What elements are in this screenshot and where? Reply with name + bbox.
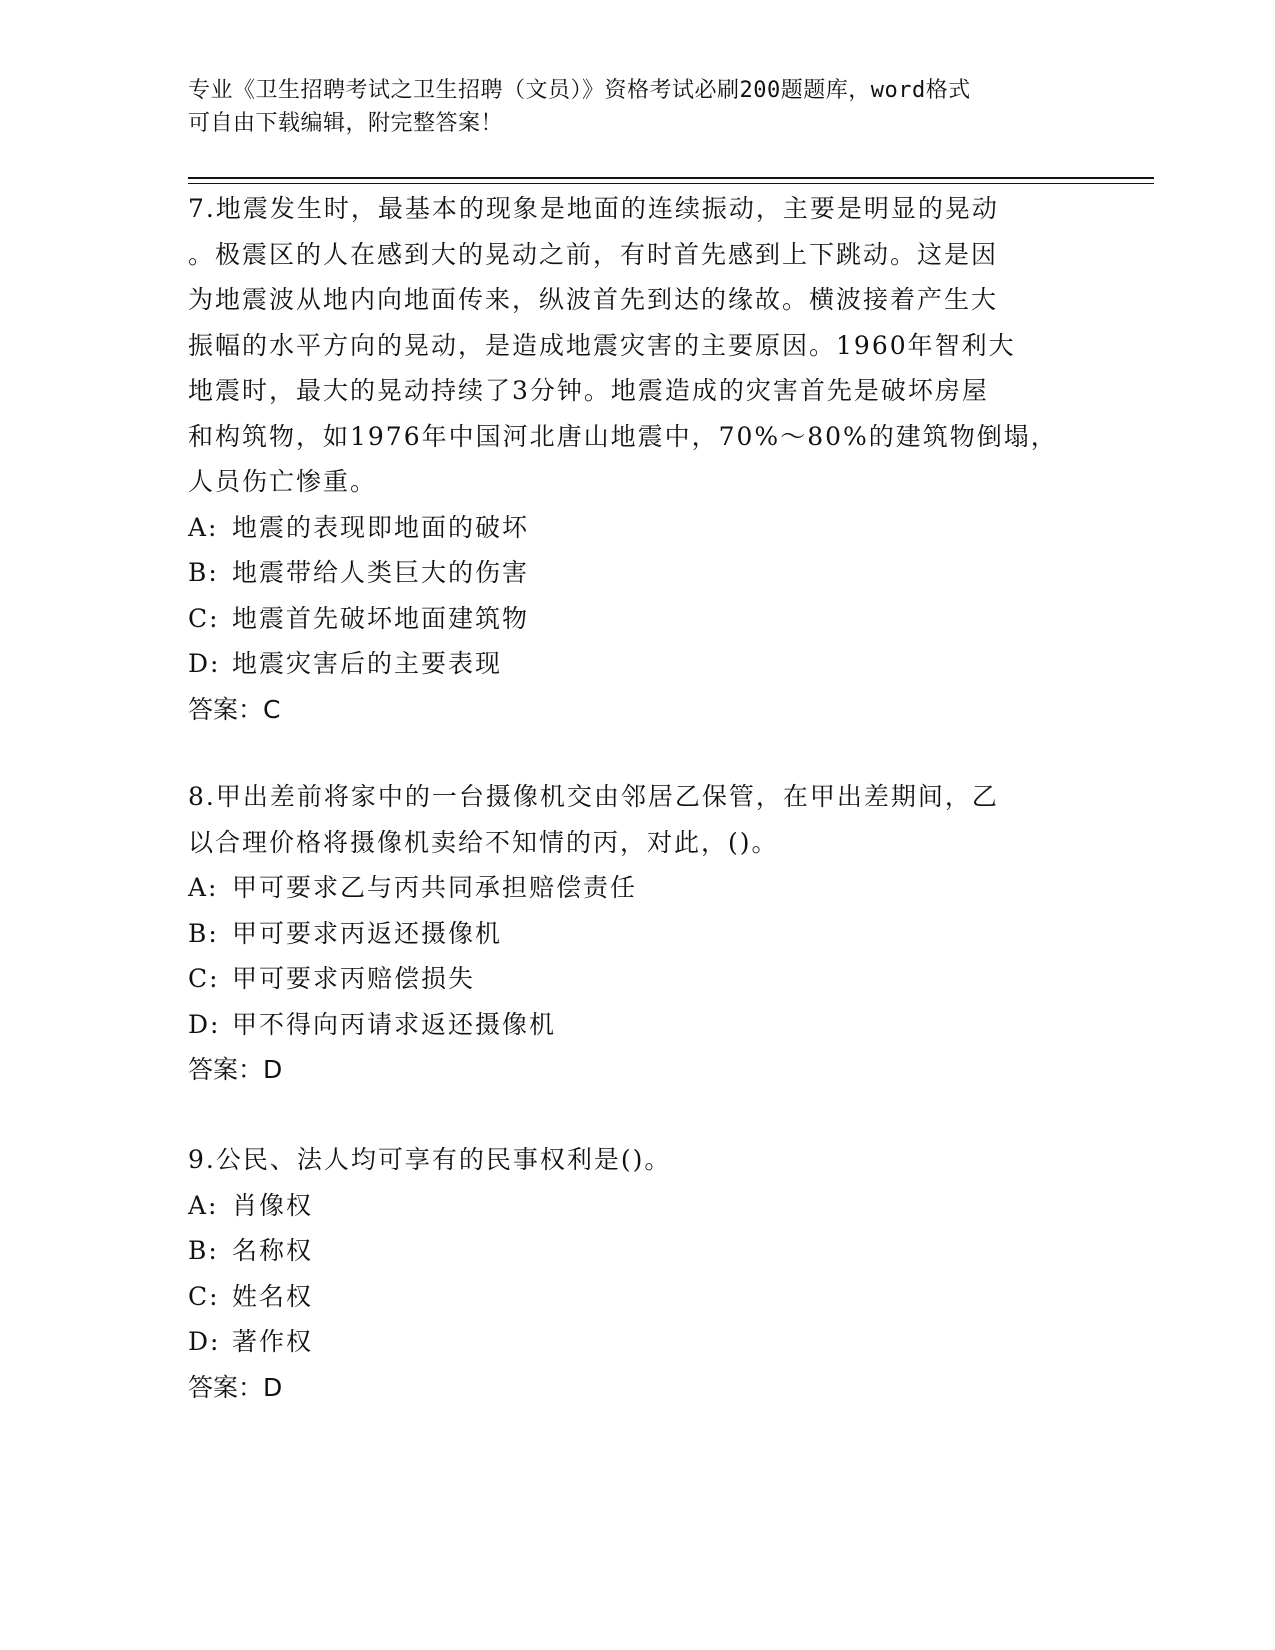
question-stem-line: 9.公民、法人均可享有的民事权利是()。 <box>188 1145 672 1174</box>
option-text: 地震带给人类巨大的伤害 <box>232 558 530 587</box>
option-key: B: <box>188 918 219 948</box>
header-divider-thick <box>188 177 1154 179</box>
option-text: 名称权 <box>232 1236 314 1265</box>
option-text: 著作权 <box>232 1327 314 1356</box>
option-text: 甲可要求丙返还摄像机 <box>232 918 503 948</box>
option-text: 肖像权 <box>232 1190 314 1220</box>
option-key: A: <box>188 512 219 542</box>
answer-line: 答案：D <box>188 1372 283 1402</box>
option-key: B: <box>188 558 219 587</box>
option-b <box>188 550 1068 596</box>
header-line-1: 专业《卫生招聘考试之卫生招聘（文员）》资格考试必刷200题题库，word格式 <box>188 78 971 103</box>
option-b <box>188 1228 1068 1274</box>
option-text: 甲不得向丙请求返还摄像机 <box>232 1009 557 1039</box>
option-a <box>188 865 1068 911</box>
option-a <box>188 1183 1068 1229</box>
option-text: 甲可要求乙与丙共同承担赔偿责任 <box>232 873 638 902</box>
option-text: 姓名权 <box>232 1281 314 1311</box>
question-stem-line: 为地震波从地内向地面传来，纵波首先到达的缘故。横波接着产生大 <box>188 285 999 314</box>
option-key: C: <box>188 1281 220 1311</box>
option-key: A: <box>188 873 219 902</box>
question-8 <box>188 774 1068 1093</box>
option-c <box>188 1274 1068 1320</box>
option-key: C: <box>188 603 220 633</box>
option-text: 地震灾害后的主要表现 <box>232 649 503 678</box>
option-key: C: <box>188 964 220 993</box>
question-stem-line: 。极震区的人在感到大的晃动之前，有时首先感到上下跳动。这是因 <box>188 239 999 269</box>
header-divider-thin <box>188 183 1154 184</box>
option-d <box>188 1319 1068 1365</box>
option-key: B: <box>188 1236 219 1265</box>
option-key: D: <box>188 1327 221 1356</box>
option-c <box>188 956 1068 1002</box>
answer-line: 答案：D <box>188 1055 283 1084</box>
question-stem-line: 以合理价格将摄像机卖给不知情的丙，对此，()。 <box>188 827 779 857</box>
answer-line: 答案：C <box>188 694 281 724</box>
question-stem-line: 地震时，最大的晃动持续了3分钟。地震造成的灾害首先是破坏房屋 <box>188 376 989 405</box>
question-stem-line: 人员伤亡惨重。 <box>188 467 378 496</box>
option-text: 地震的表现即地面的破坏 <box>232 512 530 542</box>
question-7 <box>188 186 1068 732</box>
question-stem-line: 振幅的水平方向的晃动，是造成地震灾害的主要原因。1960年智利大 <box>188 330 1016 360</box>
option-text: 甲可要求丙赔偿损失 <box>232 964 476 993</box>
option-key: D: <box>188 649 221 678</box>
question-stem-line: 7.地震发生时，最基本的现象是地面的连续振动，主要是明显的晃动 <box>188 194 999 223</box>
header-line-2: 可自由下载编辑，附完整答案！ <box>188 111 504 136</box>
option-b <box>188 911 1068 957</box>
option-c <box>188 596 1068 642</box>
option-a <box>188 505 1068 551</box>
question-stem-line: 和构筑物，如1976年中国河北唐山地震中，70%～80%的建筑物倒塌， <box>188 421 1058 451</box>
question-9 <box>188 1137 1068 1410</box>
document-header <box>188 74 1068 140</box>
option-d <box>188 1002 1068 1048</box>
option-text: 地震首先破坏地面建筑物 <box>232 603 530 633</box>
option-key: A: <box>188 1190 219 1220</box>
option-d <box>188 641 1068 687</box>
option-key: D: <box>188 1009 221 1039</box>
question-stem-line: 8.甲出差前将家中的一台摄像机交由邻居乙保管，在甲出差期间，乙 <box>188 782 999 811</box>
